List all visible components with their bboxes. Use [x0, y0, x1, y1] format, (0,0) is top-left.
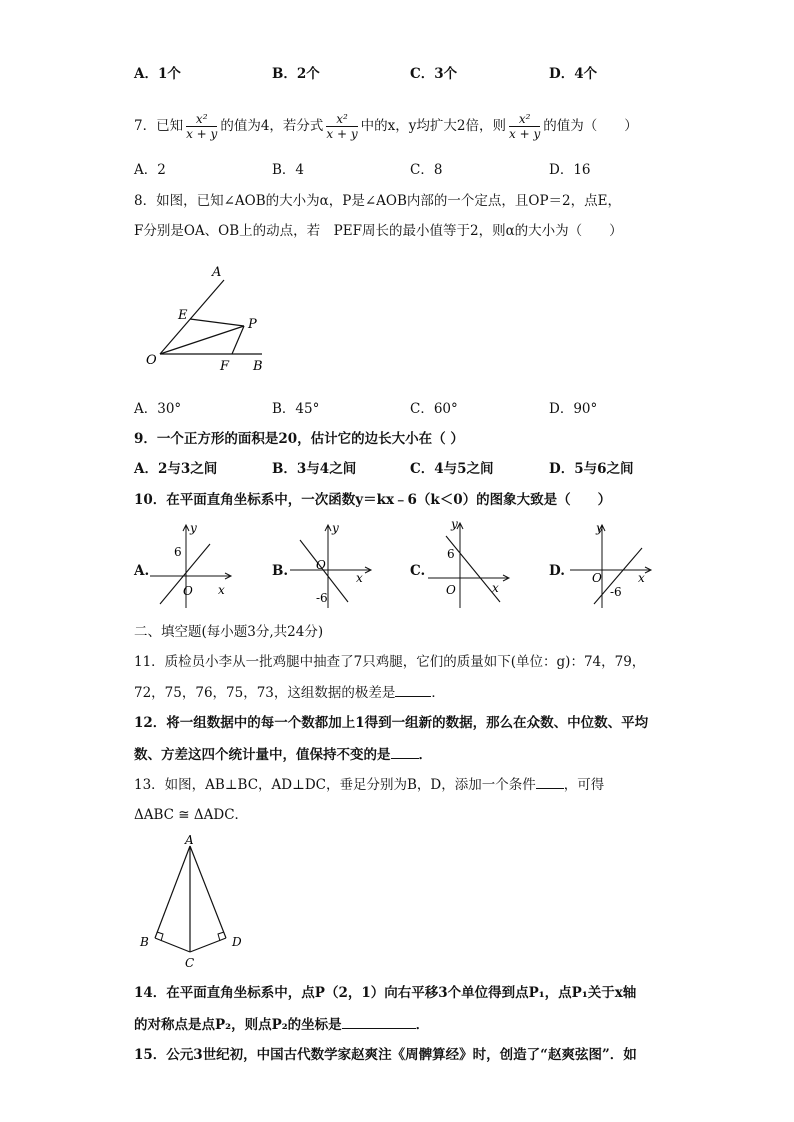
label-P: P: [248, 317, 257, 332]
q13-answer-blank[interactable]: [536, 774, 564, 789]
svg-text:6: 6: [447, 547, 455, 561]
q8-stem-line1: 8．如图，已知∠AOB的大小为α，P是∠AOB内部的一个定点，且OP＝2，点E，: [134, 193, 621, 209]
q9-stem: 9．一个正方形的面积是20，估计它的边长大小在（ ）: [134, 431, 464, 447]
q7-option-c: C．8: [410, 162, 443, 178]
q9-option-d: D．5与6之间: [549, 461, 634, 477]
q6-option-b: B．2个: [272, 66, 320, 82]
q6-option-a: A．1个: [134, 66, 181, 82]
fraction-2: $\frac{\text{x²}}{x + y}$: [326, 112, 358, 141]
svg-text:O: O: [592, 571, 602, 585]
q8-option-d: D．90°: [549, 401, 598, 417]
label-E: E: [178, 308, 188, 323]
q15-stem-line1: 15．公元3世纪初，中国古代数学家赵爽注《周髀算经》时，创造了“赵爽弦图”．如: [134, 1047, 637, 1063]
svg-text:y: y: [596, 521, 603, 535]
q9-option-b: B．3与4之间: [272, 461, 357, 477]
q6-option-d: D．4个: [549, 66, 598, 82]
q10-graph-a: [146, 518, 236, 610]
q14-stem-line2: 的对称点是点P₂，则点P₂的坐标是 ．: [134, 1014, 429, 1035]
svg-text:x: x: [218, 583, 225, 597]
q10-option-d: D.: [549, 563, 565, 579]
label-C: C: [185, 956, 195, 969]
q13-triangle-figure: [128, 834, 253, 969]
q7-option-d: D．16: [549, 162, 591, 178]
svg-text:x: x: [638, 571, 645, 585]
label-A: A: [212, 265, 222, 280]
label-A: A: [185, 834, 194, 847]
svg-text:y: y: [190, 521, 197, 535]
q7-option-b: B．4: [272, 162, 305, 178]
q14-answer-blank[interactable]: [342, 1014, 416, 1029]
svg-text:O: O: [316, 558, 326, 572]
label-F: F: [220, 359, 230, 374]
q10-option-b: B.: [272, 563, 289, 579]
svg-text:x: x: [356, 571, 363, 585]
q12-stem-line1: 12．将一组数据中的每一个数都加上1得到一组新的数据，那么在众数、中位数、平均: [134, 715, 649, 731]
svg-text:O: O: [446, 583, 456, 597]
svg-text:6: 6: [174, 545, 182, 559]
svg-text:y: y: [451, 517, 458, 531]
q14-stem-line1: 14．在平面直角坐标系中，点P（2，1）向右平移3个单位得到点P₁，点P₁关于x轴: [134, 985, 637, 1001]
q11-answer-blank[interactable]: [395, 682, 431, 697]
label-D: D: [232, 935, 242, 949]
q7-option-a: A．2: [134, 162, 166, 178]
fraction-1: $\frac{\text{x²}}{x + y}$: [186, 112, 218, 141]
q13-stem-line2: ΔABC ≅ ΔADC．: [134, 807, 249, 823]
q10-option-a: A.: [134, 563, 150, 579]
svg-text:-6: -6: [610, 585, 622, 599]
q8-option-c: C．60°: [410, 401, 458, 417]
q10-graph-b: [286, 518, 376, 610]
q10-graph-c: [424, 516, 514, 610]
svg-text:y: y: [332, 521, 339, 535]
q8-option-b: B．45°: [272, 401, 320, 417]
q8-stem-line2: F分别是OA、OB上的动点，若 PEF周长的最小值等于2，则α的大小为（ ）: [134, 223, 623, 239]
q9-option-c: C．4与5之间: [410, 461, 494, 477]
q11-stem-line1: 11．质检员小李从一批鸡腿中抽查了7只鸡腿，它们的质量如下(单位：g)：74，79，: [134, 654, 646, 670]
svg-text:-6: -6: [316, 591, 328, 605]
q10-option-c: C.: [410, 563, 426, 579]
q13-stem-line1: 13．如图，AB⊥BC，AD⊥DC，垂足分别为B，D，添加一个条件 ，可得: [134, 774, 604, 795]
label-B: B: [140, 935, 149, 949]
fraction-3: $\frac{\text{x²}}{x + y}$: [509, 112, 541, 141]
label-B: B: [253, 359, 263, 374]
q7-stem: 7．已知 $\frac{\text{x²}}{x + y}$ 的值为4，若分式 $\frac{\text{x²}}{x + y}$ 中的x，y均扩大2倍，则 $\frac{\text{x²}}{x + y}$ 的值为（ ）: [134, 112, 638, 141]
svg-text:x: x: [492, 581, 499, 595]
q8-angle-figure: [140, 262, 280, 377]
q6-option-c: C．3个: [410, 66, 458, 82]
section-heading-fill-in: 二、填空题(每小题3分,共24分): [134, 624, 324, 640]
q8-option-a: A．30°: [134, 401, 182, 417]
q10-stem: 10．在平面直角坐标系中，一次函数y＝kx﹣6（k＜0）的图象大致是（ ）: [134, 492, 612, 508]
q11-stem-line2: 72，75，76，75，73，这组数据的极差是 ．: [134, 682, 445, 703]
q12-stem-line2: 数、方差这四个统计量中，值保持不变的是 ．: [134, 744, 432, 765]
label-O: O: [146, 353, 157, 368]
q12-answer-blank[interactable]: [391, 744, 419, 759]
svg-text:O: O: [183, 584, 193, 598]
q9-option-a: A．2与3之间: [134, 461, 218, 477]
q10-graph-d: [566, 518, 656, 610]
